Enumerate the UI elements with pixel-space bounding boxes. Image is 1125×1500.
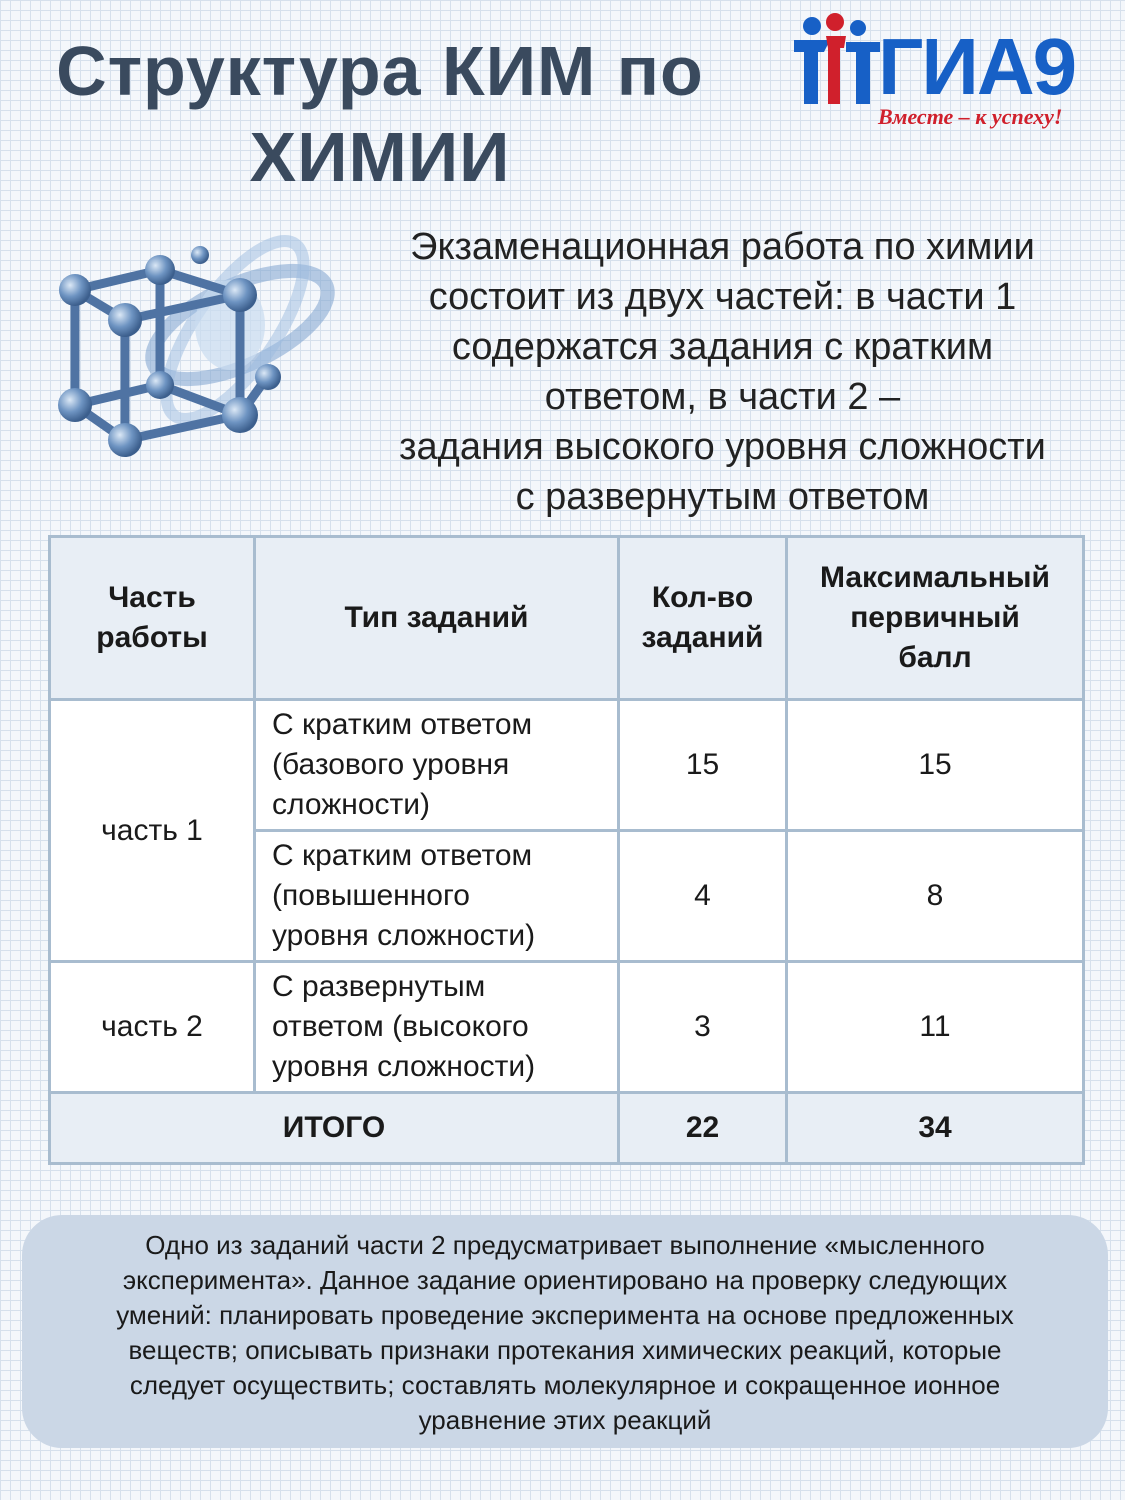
type-line: С кратким ответом: [272, 708, 533, 741]
intro-line: задания высокого уровня сложности: [399, 426, 1046, 468]
header-type: Тип заданий: [255, 537, 619, 700]
table-header-row: [50, 537, 1084, 700]
max-score-cell: 8: [787, 831, 1084, 962]
type-line: уровня сложности): [272, 919, 536, 952]
type-cell: [255, 700, 619, 831]
gia9-logo: [790, 12, 1120, 137]
type-line: (повышенного: [272, 879, 470, 912]
exam-structure-table: [48, 535, 1085, 1165]
part-cell: часть 2: [50, 962, 255, 1093]
total-max-score: 34: [787, 1093, 1084, 1164]
intro-line: с развернутым ответом: [515, 476, 930, 518]
count-cell: 15: [619, 700, 787, 831]
type-cell: [255, 831, 619, 962]
header-part-line: Часть: [108, 581, 196, 614]
intro-line: ответом, в части 2 –: [544, 376, 901, 418]
page-title-line-2: ХИМИИ: [249, 118, 511, 196]
table-row: [50, 700, 1084, 831]
type-line: (базового уровня: [272, 748, 510, 781]
table-row: [50, 962, 1084, 1093]
people-figures-icon: [790, 12, 885, 112]
note-text: [50, 1228, 1080, 1438]
count-cell: 4: [619, 831, 787, 962]
header-count: [619, 537, 787, 700]
type-line: сложности): [272, 788, 430, 821]
header-max-line: первичный: [850, 601, 1020, 634]
header-part: [50, 537, 255, 700]
type-line: ответом (высокого: [272, 1010, 529, 1043]
count-cell: 3: [619, 962, 787, 1093]
note-line: Одно из заданий части 2 предусматривает выполнение «мысленного: [145, 1230, 985, 1260]
note-line: веществ; описывать признаки протекания химических реакций, которые: [128, 1335, 1002, 1365]
table-total-row: [50, 1093, 1084, 1164]
molecule-crystal-lattice-icon: [50, 215, 350, 475]
logo-text: ГИА9: [878, 22, 1076, 111]
page-title-line-1: Структура КИМ по: [56, 32, 704, 110]
intro-line: содержатся задания с кратким: [451, 326, 994, 368]
max-score-cell: 11: [787, 962, 1084, 1093]
total-count: 22: [619, 1093, 787, 1164]
max-score-cell: 15: [787, 700, 1084, 831]
header-count-line: заданий: [641, 621, 764, 654]
note-line: уравнение этих реакций: [418, 1405, 712, 1435]
type-line: С кратким ответом: [272, 839, 533, 872]
header-max-line: Максимальный: [820, 561, 1050, 594]
part-cell: часть 1: [50, 700, 255, 962]
note-line: умений: планировать проведение эксперимента на основе предложенных: [116, 1300, 1014, 1330]
type-line: С развернутым: [272, 970, 486, 1003]
header-count-line: Кол-во: [651, 581, 754, 614]
intro-paragraph: [360, 222, 1085, 522]
header-max-score: [787, 537, 1084, 700]
logo-slogan: Вместе – к успеху!: [878, 104, 1063, 129]
type-line: уровня сложности): [272, 1050, 536, 1083]
intro-line: Экзаменационная работа по химии: [410, 226, 1035, 268]
note-line: следует осуществить; составлять молекулярное и сокращенное ионное: [129, 1370, 1001, 1400]
intro-line: состоит из двух частей: в части 1: [428, 276, 1017, 318]
header-part-line: работы: [96, 621, 208, 654]
page-title: [30, 28, 730, 200]
header-max-line: балл: [898, 641, 972, 674]
type-cell: [255, 962, 619, 1093]
note-line: эксперимента». Данное задание ориентировано на проверку следующих: [122, 1265, 1008, 1295]
total-label: ИТОГО: [50, 1093, 619, 1164]
